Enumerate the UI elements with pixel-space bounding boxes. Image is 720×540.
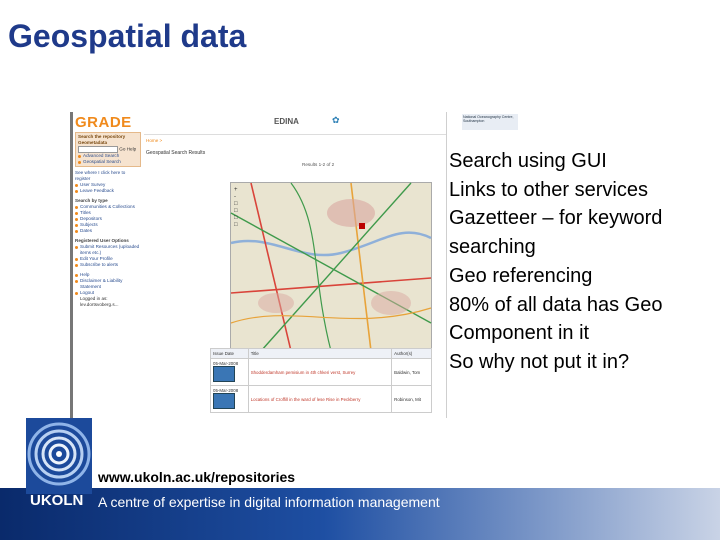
sidebar-note: See where I click here to register (75, 170, 126, 181)
sidebar-item-logout[interactable]: Logout (75, 290, 141, 296)
bullet-item: So why not put it in? (449, 350, 630, 373)
column-header-author: Author(s) (392, 349, 432, 359)
sidebar-item-advanced-search[interactable]: Advanced Search (78, 153, 138, 159)
grade-logo: GRADE (75, 114, 132, 131)
results-table (210, 348, 432, 413)
sidebar-search-input[interactable] (78, 146, 118, 153)
search-box (75, 132, 141, 167)
bullet-item: Gazetteer – for keyword (449, 207, 663, 230)
layer-icon[interactable]: □ (234, 215, 238, 221)
footer-url[interactable]: www.ukoln.ac.uk/repositories (98, 469, 296, 485)
row-author: Robinson, Mit (392, 386, 432, 413)
zoom-out-icon[interactable]: - (234, 194, 236, 200)
footer-tagline: A centre of expertise in digital information management (98, 494, 440, 510)
sidebar-item-subscribe[interactable]: Subscribe to alerts (75, 262, 141, 268)
pan-icon[interactable]: □ (234, 201, 238, 207)
row-date: 05-Mar-2008 (213, 388, 239, 393)
logged-in-status: Logged in as: lev.dortsvoberg.s... (80, 296, 119, 307)
sidebar-item-help[interactable]: Help (75, 272, 141, 278)
table-row[interactable] (211, 359, 432, 386)
row-author: Baldwin, Tom (392, 359, 432, 386)
screenshot-sidebar (70, 112, 145, 418)
row-title-link[interactable]: Shodderdamham pemisium in 4th chkeri verst, Surrey (248, 359, 391, 386)
search-box-heading: Search the repository Geometadata (78, 134, 126, 145)
sidebar-item-disclaimer[interactable]: Disclaimer & Liability Statement (75, 278, 141, 290)
go-button[interactable]: Go (119, 146, 126, 152)
sidebar-item-dates[interactable]: Dates (75, 228, 141, 234)
ukoln-emblem-icon (26, 418, 92, 494)
table-row[interactable] (211, 386, 432, 413)
edina-logo: EDINA (274, 117, 299, 126)
result-thumbnail-icon[interactable] (213, 366, 235, 382)
bullet-item: Search using GUI (449, 150, 607, 172)
partner-swirl-icon: ✿ (332, 115, 340, 125)
bullet-item: Geo referencing (449, 264, 593, 287)
bullet-item: Links to other services (449, 178, 648, 201)
sidebar-item-communities[interactable]: Communities & Collections (75, 204, 141, 210)
sidebar-item-titles[interactable]: Titles (75, 210, 141, 216)
search-map[interactable] (230, 182, 432, 352)
sidebar-item-edit-profile[interactable]: Edit Your Profile (75, 256, 141, 262)
sidebar-item-geospatial-search[interactable]: Geospatial Search (78, 159, 138, 165)
map-toolbar (234, 187, 242, 229)
help-link[interactable]: Help (126, 146, 137, 152)
result-thumbnail-icon[interactable] (213, 393, 235, 409)
sidebar-item-submit[interactable]: Submit Resources (uploaded items etc.) (75, 244, 141, 256)
sidebar-panel (75, 132, 141, 308)
sidebar-item-depositors[interactable]: Depositors (75, 216, 141, 222)
bullet-item: 80% of all data has Geo (449, 293, 663, 316)
registered-user-heading: Registered User Options (75, 238, 129, 243)
slide-title: Geospatial data (8, 18, 247, 54)
screenshot-header (144, 112, 514, 135)
box-select-icon[interactable]: □ (234, 208, 238, 214)
search-by-type-heading: Search by type (75, 198, 108, 203)
results-count: Results 1-2 of 2 (302, 162, 335, 167)
reset-icon[interactable]: □ (234, 222, 238, 228)
bullet-item: searching (449, 236, 536, 259)
noc-logo: National Oceanography Centre, Southampton (462, 114, 518, 130)
results-heading: Geospatial Search Results (146, 150, 206, 156)
row-title-link[interactable]: Locations of Croffill in the ward of lese Rise in Peckberry (248, 386, 391, 413)
row-date: 05-Mar-2008 (213, 361, 239, 366)
column-header-date: Issue Date (211, 349, 249, 359)
sidebar-item-user-survey[interactable]: User Survey (75, 182, 141, 188)
zoom-in-icon[interactable]: + (234, 187, 238, 193)
ukoln-logo-text: UKOLN (30, 492, 84, 509)
sidebar-item-leave-feedback[interactable]: Leave Feedback (75, 188, 141, 194)
column-header-title: Title (248, 349, 391, 359)
map-graphic (231, 183, 431, 351)
breadcrumb[interactable]: Home > (146, 138, 163, 143)
sidebar-item-subjects[interactable]: Subjects (75, 222, 141, 228)
bullet-list (449, 147, 715, 377)
bullet-item: Component in it (449, 322, 590, 345)
